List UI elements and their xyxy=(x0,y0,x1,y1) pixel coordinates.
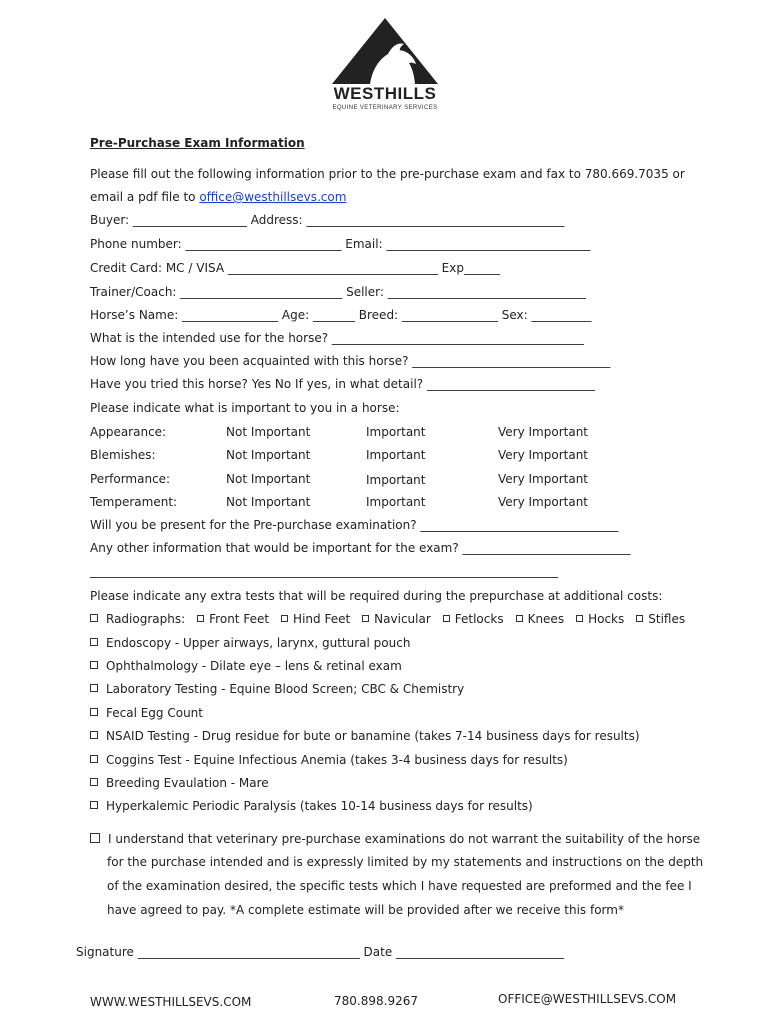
checkbox[interactable] xyxy=(90,638,98,646)
radiograph-option: Front Feet xyxy=(209,612,270,626)
agreement-line-3: of the examination desired, the specific tests which I have requested are preformed and the fee I xyxy=(107,879,692,893)
test-item xyxy=(90,659,402,673)
checkbox[interactable] xyxy=(90,755,98,763)
option-not-important[interactable]: Not Important xyxy=(226,425,311,439)
test-item xyxy=(90,729,640,743)
radiographs-row xyxy=(90,612,685,626)
intro-line-2 xyxy=(90,190,346,204)
checkbox[interactable] xyxy=(90,778,98,786)
radiograph-option: Hind Feet xyxy=(293,612,351,626)
logo-name: WESTHILLS xyxy=(333,84,437,103)
buyer-address-field[interactable]: Buyer: ___________________ Address: ___________________________________________ xyxy=(90,213,565,227)
phone-email-field[interactable]: Phone number: __________________________ Email: __________________________________ xyxy=(90,237,591,251)
test-item-label: NSAID Testing - Drug residue for bute or banamine (takes 7-14 business days for results) xyxy=(106,729,640,743)
importance-label: Performance: xyxy=(90,472,171,486)
test-item xyxy=(90,682,464,696)
agreement-line-1 xyxy=(90,832,700,846)
option-very-important[interactable]: Very Important xyxy=(498,495,588,509)
radiograph-option: Knees xyxy=(527,612,565,626)
checkbox[interactable] xyxy=(197,615,204,622)
checkbox[interactable] xyxy=(636,615,643,622)
checkbox[interactable] xyxy=(90,801,98,809)
checkbox[interactable] xyxy=(90,614,98,622)
option-very-important[interactable]: Very Important xyxy=(498,448,588,462)
test-item xyxy=(90,776,269,790)
importance-label: Blemishes: xyxy=(90,448,156,462)
test-item-label: Breeding Evaulation - Mare xyxy=(106,776,269,790)
office-email-link[interactable]: office@westhillsevs.com xyxy=(199,190,347,204)
other-info-line[interactable]: ______________________________________________________________________________ xyxy=(90,564,558,578)
option-important[interactable]: Important xyxy=(366,448,426,462)
other-info-field[interactable]: Any other information that would be important for the exam? ____________________________ xyxy=(90,541,631,555)
checkbox[interactable] xyxy=(516,615,523,622)
agreement-text: I understand that veterinary pre-purchase examinations do not warrant the suitability of the horse xyxy=(108,832,701,846)
checkbox[interactable] xyxy=(576,615,583,622)
option-very-important[interactable]: Very Important xyxy=(498,472,588,486)
footer-email[interactable]: OFFICE@WESTHILLSEVS.COM xyxy=(498,992,677,1006)
horse-details-field[interactable]: Horse’s Name: ________________ Age: _______ Breed: ________________ Sex: __________ xyxy=(90,308,592,322)
test-item-label: Hyperkalemic Periodic Paralysis (takes 10-14 business days for results) xyxy=(106,799,533,813)
westhills-logo xyxy=(325,16,445,111)
horse-triangle-logo-icon xyxy=(330,16,440,86)
radiograph-option: Fetlocks xyxy=(454,612,504,626)
test-item-label: Coggins Test - Equine Infectious Anemia (takes 3-4 business days for results) xyxy=(106,753,568,767)
option-not-important[interactable]: Not Important xyxy=(226,472,311,486)
option-important[interactable]: Important xyxy=(366,425,426,439)
checkbox[interactable] xyxy=(281,615,288,622)
option-important[interactable]: Important xyxy=(366,495,426,509)
radiographs-label: Radiographs: xyxy=(106,612,186,626)
option-not-important[interactable]: Not Important xyxy=(226,495,311,509)
option-very-important[interactable]: Very Important xyxy=(498,425,588,439)
credit-card-field[interactable]: Credit Card: MC / VISA ___________________________________ Exp______ xyxy=(90,261,500,275)
checkbox[interactable] xyxy=(90,684,98,692)
importance-label: Appearance: xyxy=(90,425,167,439)
footer-phone: 780.898.9267 xyxy=(334,994,418,1008)
test-item-label: Ophthalmology - Dilate eye – lens & retinal exam xyxy=(106,659,402,673)
acquainted-field[interactable]: How long have you been acquainted with this horse? _________________________________ xyxy=(90,354,611,368)
checkbox[interactable] xyxy=(90,731,98,739)
test-item xyxy=(90,706,203,720)
tried-horse-field[interactable]: Have you tried this horse? Yes No If yes, in what detail? ____________________________ xyxy=(90,377,595,391)
option-not-important[interactable]: Not Important xyxy=(226,448,311,462)
trainer-seller-field[interactable]: Trainer/Coach: ___________________________ Seller: _________________________________ xyxy=(90,285,586,299)
importance-label: Temperament: xyxy=(90,495,178,509)
test-item xyxy=(90,636,410,650)
test-item-label: Fecal Egg Count xyxy=(106,706,203,720)
checkbox[interactable] xyxy=(90,708,98,716)
tests-heading: Please indicate any extra tests that will be required during the prepurchase at additional costs: xyxy=(90,589,663,603)
checkbox[interactable] xyxy=(90,661,98,669)
page-title: Pre-Purchase Exam Information xyxy=(90,136,305,150)
radiograph-option: Navicular xyxy=(374,612,431,626)
test-item-label: Endoscopy - Upper airways, larynx, guttural pouch xyxy=(106,636,411,650)
footer-website[interactable]: WWW.WESTHILLSEVS.COM xyxy=(90,995,252,1009)
agreement-line-4: have agreed to pay. *A complete estimate will be provided after we receive this form* xyxy=(107,903,624,917)
test-item xyxy=(90,753,568,767)
radiograph-option: Hocks xyxy=(588,612,625,626)
test-item xyxy=(90,799,533,813)
logo-subtitle: EQUINE VETERINARY SERVICES xyxy=(332,105,438,111)
checkbox[interactable] xyxy=(362,615,369,622)
signature-date-field[interactable]: Signature _____________________________________ Date ____________________________ xyxy=(76,945,565,959)
importance-heading: Please indicate what is important to you in a horse: xyxy=(90,401,400,415)
intended-use-field[interactable]: What is the intended use for the horse? __________________________________________ xyxy=(90,331,584,345)
agreement-checkbox[interactable] xyxy=(90,833,100,843)
agreement-line-2: for the purchase intended and is expressly limited by my statements and instructions on the depth xyxy=(107,855,704,869)
radiograph-option: Stifles xyxy=(648,612,686,626)
intro-email-prefix: email a pdf file to xyxy=(90,190,200,204)
test-item-label: Laboratory Testing - Equine Blood Screen; CBC & Chemistry xyxy=(106,682,465,696)
present-field[interactable]: Will you be present for the Pre-purchase examination? _________________________________ xyxy=(90,518,619,532)
option-important[interactable]: Important xyxy=(366,473,426,487)
intro-line-1: Please fill out the following information prior to the pre-purchase exam and fax to 780.669.7035 or xyxy=(90,167,685,181)
checkbox[interactable] xyxy=(443,615,450,622)
